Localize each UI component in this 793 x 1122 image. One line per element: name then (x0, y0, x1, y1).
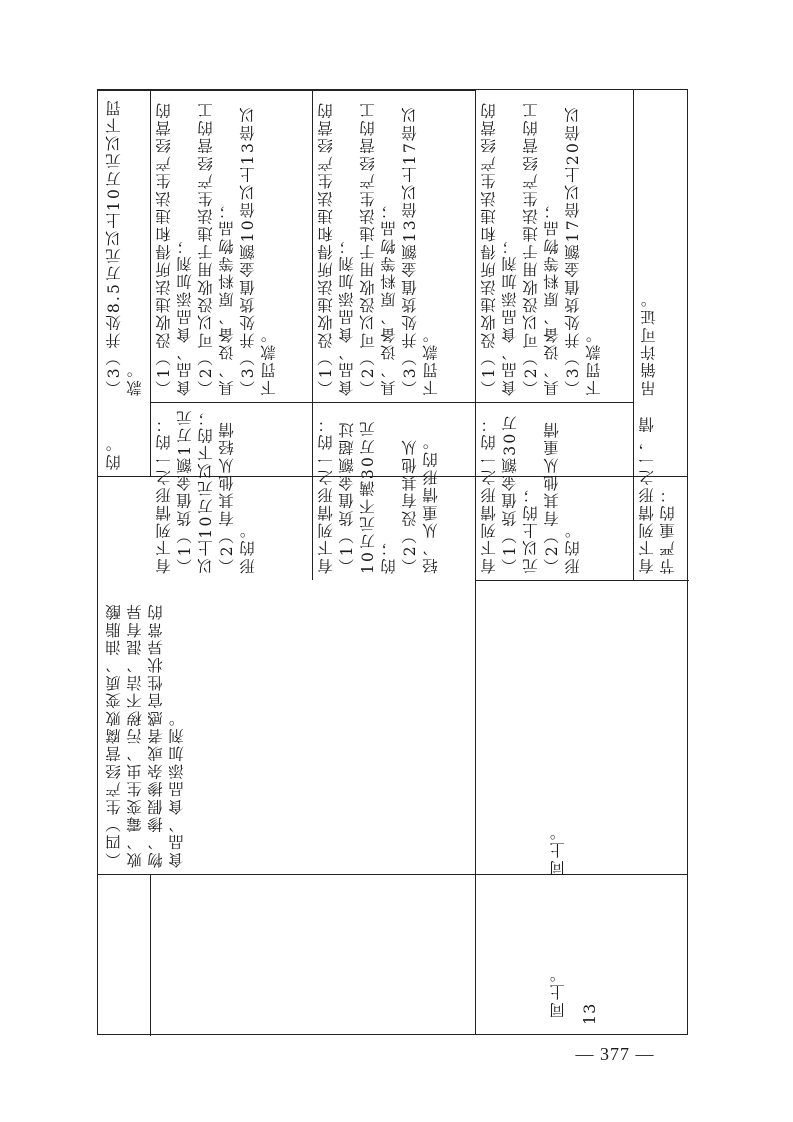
column-divider (475, 580, 689, 581)
row13-basis-cell (548, 780, 608, 876)
penalty-cell-4 (633, 90, 689, 402)
row13-basis-text: 同上。 (549, 822, 567, 876)
penalty-text-1: （1）没收违法所得和违法生产经营的食品、食品添加剂； （2）可以没收用于违法生产经营的工具、设备、原料等物品； （3）并处货值金额10倍以上13倍以下罚款。 (155, 100, 278, 396)
condition-cell (98, 580, 312, 876)
penalty-cell-3 (475, 90, 633, 402)
penalty-table (97, 89, 688, 1035)
circumstance-text-2: 有下列情形之一的： （1）货值金额超过10万元不满30万元的； （2）没有其他从轻、从重情形的。 (317, 414, 440, 574)
circumstance-cell-3 (475, 402, 633, 580)
circumstance-tail-text: 的。 (105, 434, 123, 470)
penalty-cell-1 (150, 90, 312, 402)
penalty-text-4: 吊销许可证。 (640, 289, 658, 396)
penalty-tail-cell (98, 90, 150, 402)
condition-text: （四）生产经营腐败变质、油脂酸败、霉变生虫、污秽不洁、混有异物、掺假掺杂或者感官性状异常的食品、食品添加剂。 (105, 602, 186, 868)
penalty-text-3: （1）没收违法所得和违法生产经营的食品、食品添加剂； （2）可以没收用于违法生产经营的工具、设备、原料等物品； （3）并处货值金额17倍以上20倍以下罚款。 (480, 100, 603, 396)
circumstance-tail-cell (98, 402, 150, 476)
page-number: — 377 — (575, 1044, 655, 1064)
column-divider (150, 874, 151, 1036)
row13-item-text: 同上。 (549, 964, 567, 1018)
penalty-text-2: （1）没收违法所得和违法生产经营的食品、食品添加剂； （2）可以没收用于违法生产经营的工具、设备、原料等物品； （3）并处货值金额13倍以上17倍以下罚款。 (317, 100, 440, 396)
circumstance-cell-2 (312, 402, 475, 580)
circumstance-text-4: 有下列情形之一，情节严重的： (638, 414, 677, 574)
circumstance-text-3: 有下列情形之一的： （1）货值金额30万元以上的； （2）有其他从重情形的。 (480, 413, 582, 574)
penalty-cell-2 (312, 90, 474, 402)
circumstance-cell-4 (633, 402, 689, 580)
row-number: 13 (580, 1002, 599, 1025)
penalty-tail-text: （3）并处8.5万元以上10万元以下罚款。 (105, 98, 144, 396)
circumstance-text-1: 有下列情形之一的： （1）货值金额1万元以上10万元以下的； （2）有其他从轻情形的。 (155, 408, 257, 574)
circumstance-cell-1 (150, 402, 312, 580)
